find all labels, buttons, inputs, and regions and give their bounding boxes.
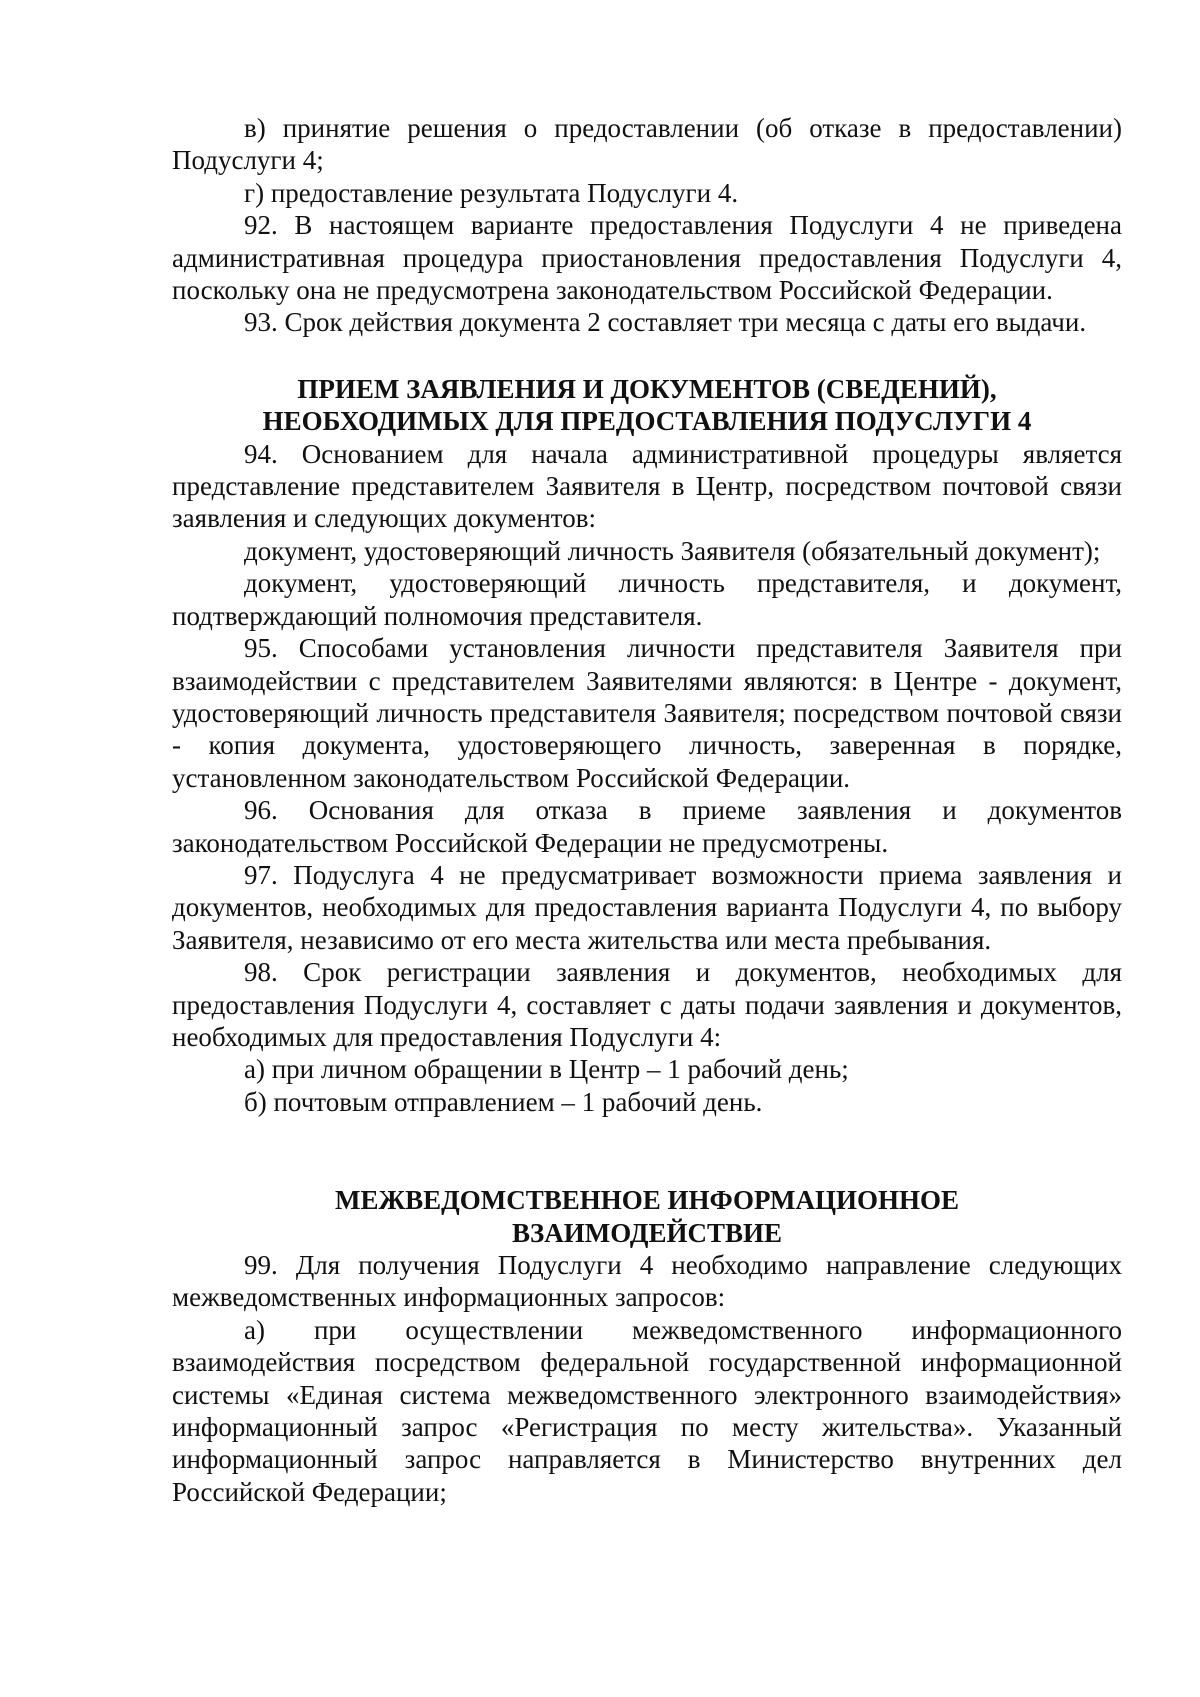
list-item-personal-visit: а) при личном обращении в Центр – 1 рабочий день; <box>244 1054 849 1085</box>
list-item-postal: б) почтовым отправлением – 1 рабочий день. <box>244 1086 763 1117</box>
paragraph-98: 98. Срок регистрации заявления и документов, необходимых для предоставления Подуслуги 4, составляет с даты подачи заявления и документов, необходимых для предоставления Подуслуги 4: <box>172 957 1122 1052</box>
section-heading-reception-line2: НЕОБХОДИМЫХ ДЛЯ ПРЕДОСТАВЛЕНИЯ ПОДУСЛУГИ 4 <box>262 406 1032 437</box>
section-heading-reception <box>172 373 1122 438</box>
paragraph-94: 94. Основанием для начала административной процедуры является представление представителем Заявителя в Центр, посредством почтовой связи заявления и следующих документов: <box>172 438 1122 534</box>
section-heading-interagency-line2: ВЗАИМОДЕЙСТВИЕ <box>511 1217 782 1248</box>
section-heading-interagency <box>172 1184 1122 1249</box>
document-page <box>172 112 1122 1508</box>
paragraph-92: 92. В настоящем варианте предоставления Подуслуги 4 не приведена административная процедура приостановления предоставления Подуслуги 4, поскольку она не предусмотрена законодательством Российской Федерации. <box>172 210 1122 306</box>
paragraph-99: 99. Для получения Подуслуги 4 необходимо направление следующих межведомственных информационных запросов: <box>172 1250 1122 1313</box>
section-heading-interagency-line1: МЕЖВЕДОМСТВЕННОЕ ИНФОРМАЦИОННОЕ <box>334 1185 960 1216</box>
list-item-representative-id: документ, удостоверяющий личность представителя, и документ, подтверждающий полномочия представителя. <box>172 568 1122 631</box>
paragraph-v: в) принятие решения о предоставлении (об отказе в предоставлении) Подуслуги 4; <box>172 113 1122 176</box>
paragraph-g: г) предоставление результата Подуслуги 4. <box>244 177 739 208</box>
section-heading-reception-line1: ПРИЕМ ЗАЯВЛЕНИЯ И ДОКУМЕНТОВ (СВЕДЕНИЙ), <box>297 373 997 404</box>
list-item-smev-request: а) при осуществлении межведомственного информационного взаимодействия посредством федеральной государственной информационной системы «Единая система межведомственного электронного взаимодействия» информационный запрос «Регистрация по месту жительства». Указанный информационный запрос направляется в Министерство внутренних дел Российской Федерации; <box>172 1314 1122 1507</box>
paragraph-96: 96. Основания для отказа в приеме заявления и документов законодательством Российской Федерации не предусмотрены. <box>172 795 1122 858</box>
paragraph-95: 95. Способами установления личности представителя Заявителя при взаимодействии с представителем Заявителями являются: в Центре - документ, удостоверяющий личность представителя Заявителя; посредством почтовой связи - копия документа, удостоверяющего личность, заверенная в порядке, установленном законодательством Российской Федерации. <box>172 633 1122 793</box>
paragraph-93: 93. Срок действия документа 2 составляет три месяца с даты его выдачи. <box>244 307 1087 338</box>
list-item-applicant-id: документ, удостоверяющий личность Заявителя (обязательный документ); <box>244 535 1101 566</box>
paragraph-97: 97. Подуслуга 4 не предусматривает возможности приема заявления и документов, необходимых для предоставления варианта Подуслуги 4, по выбору Заявителя, независимо от его места жительства или места пребывания. <box>172 859 1122 955</box>
